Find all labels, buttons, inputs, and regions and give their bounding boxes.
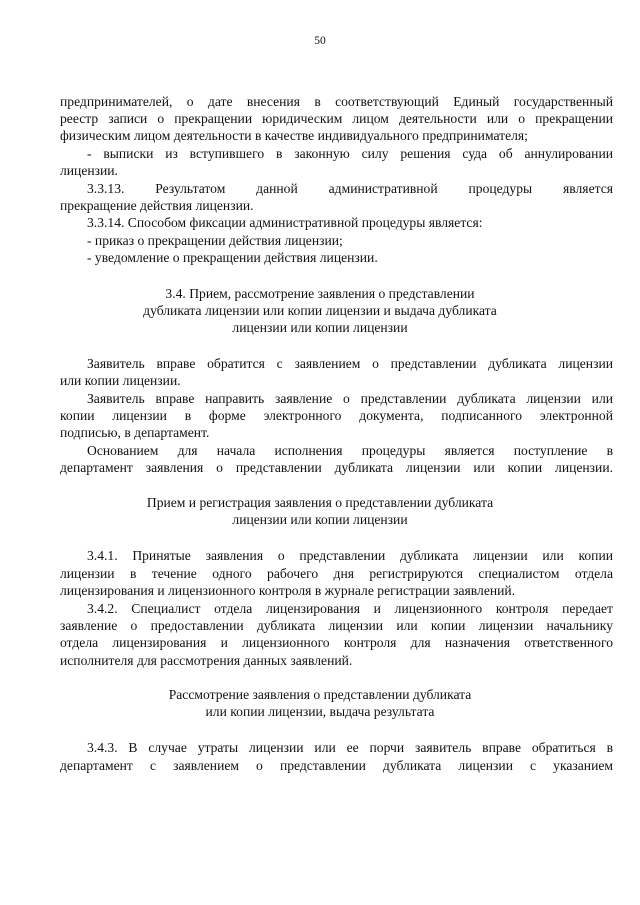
paragraph-line: Заявитель вправе обратится с заявлением о представлении дубликата лицензии [87, 356, 613, 371]
paragraph-line: или копии лицензии. [60, 373, 181, 388]
paragraph-line: исполнителя для рассмотрения данных заявлений. [60, 653, 353, 668]
paragraph-line: подписью, в департамент. [60, 425, 210, 440]
paragraph-line: лицензии в течение одного рабочего дня регистрируются специалистом отдела [60, 566, 613, 581]
paragraph-line: 3.4.2. Специалист отдела лицензирования и лицензионного контроля передает [87, 601, 613, 616]
paragraph-line: 3.3.14. Способом фиксации административной процедуры является: [87, 215, 483, 230]
section-title: дубликата лицензии или копии лицензии и выдача дубликата [143, 303, 497, 318]
subsection-title: Рассмотрение заявления о представлении дубликата [168, 687, 472, 702]
paragraph-line: - выписки из вступившего в законную силу решения суда об аннулировании [87, 146, 613, 161]
page-number: 50 [314, 35, 326, 47]
paragraph-line: Основанием для начала исполнения процедуры является поступление в [87, 443, 613, 458]
paragraph-line: 3.3.13. Результатом данной административной процедуры является [87, 181, 613, 196]
section-title: 3.4. Прием, рассмотрение заявления о представлении [165, 286, 475, 301]
paragraph-line: физическим лицом деятельности в качестве индивидуального предпринимателя; [60, 128, 528, 143]
paragraph-line: прекращение действия лицензии. [60, 198, 254, 213]
paragraph-line: департамент с заявлением о представлении дубликата лицензии с указанием [60, 758, 613, 773]
paragraph-line: предпринимателей, о дате внесения в соответствующий Единый государственный [60, 94, 613, 109]
paragraph-line: 3.4.3. В случае утраты лицензии или ее порчи заявитель вправе обратиться в [87, 740, 613, 755]
paragraph-line: - уведомление о прекращении действия лицензии. [87, 250, 378, 265]
section-title: лицензии или копии лицензии [232, 320, 408, 335]
subsection-title: Прием и регистрация заявления о представлении дубликата [146, 495, 494, 510]
subsection-title: или копии лицензии, выдача результата [205, 704, 435, 719]
paragraph-line: - приказ о прекращении действия лицензии; [87, 233, 343, 248]
paragraph-line: реестр записи о прекращении юридическим лицом деятельности или о прекращении [60, 111, 613, 126]
paragraph-line: копии лицензии в форме электронного документа, подписанного электронной [60, 408, 613, 423]
paragraph-line: заявление о предоставлении дубликата лицензии или копии лицензии начальнику [60, 618, 613, 633]
paragraph-line: департамент заявления о представлении дубликата лицензии или копии лицензии. [60, 460, 613, 475]
paragraph-line: 3.4.1. Принятые заявления о представлении дубликата лицензии или копии [87, 548, 613, 563]
paragraph-line: отдела лицензирования и лицензионного контроля для назначения ответственного [60, 635, 613, 650]
paragraph-line: Заявитель вправе направить заявление о представлении дубликата лицензии или [87, 391, 613, 406]
subsection-title: лицензии или копии лицензии [232, 512, 408, 527]
paragraph-line: лицензирования и лицензионного контроля в журнале регистрации заявлений. [60, 583, 516, 598]
paragraph-line: лицензии. [60, 163, 118, 178]
